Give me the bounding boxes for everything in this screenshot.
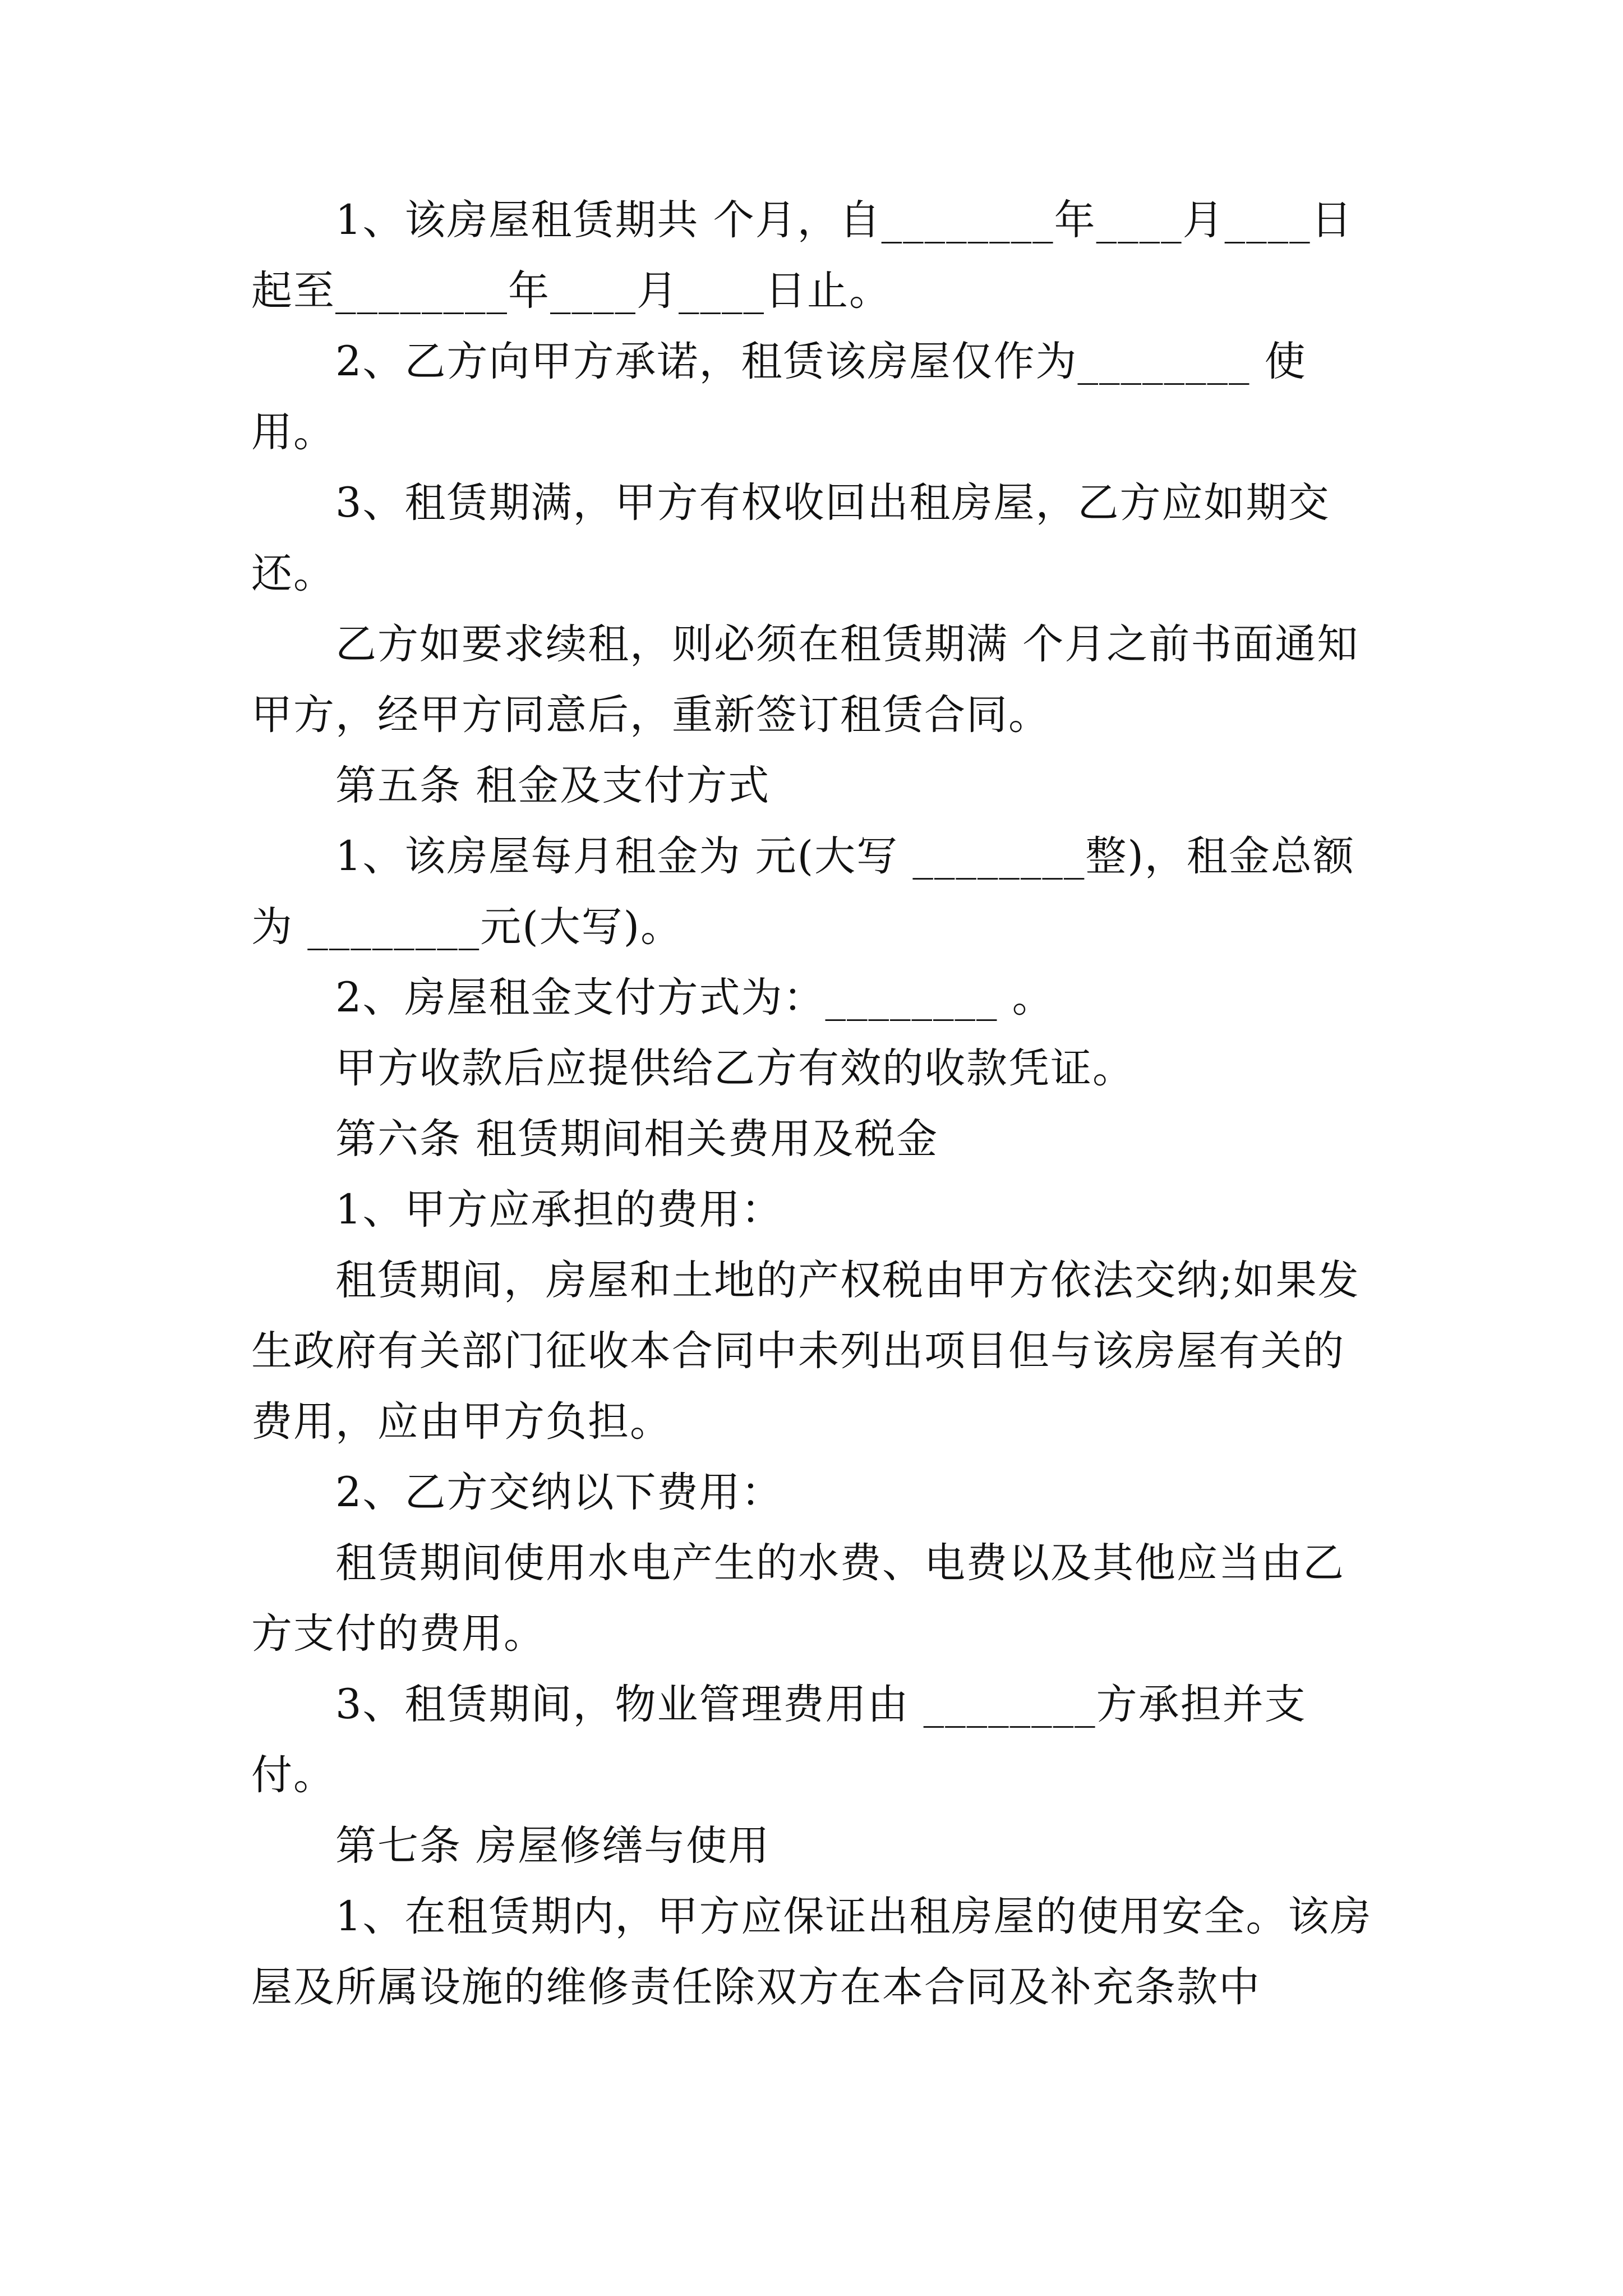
- paragraph-payment-method: 2、房屋租金支付方式为：________ 。: [335, 974, 1054, 1022]
- paragraph-property-tax: 租赁期间，房屋和土地的产权税由甲方依法交纳;如果发生政府有关部门征收本合同中未列出项目但与该房屋有关的费用，应由甲方负担。: [251, 1257, 1360, 1446]
- paragraph-lease-term: 1、该房屋租赁期共 个月，自________年____月____日起至________年____月____日止。: [251, 196, 1353, 315]
- document-body: [251, 185, 1384, 2023]
- paragraph-repair-safety: 1、在租赁期内，甲方应保证出租房屋的使用安全。该房屋及所属设施的维修责任除双方在本合同及补充条款中: [251, 1893, 1372, 2011]
- paragraph-party-a-costs: 1、甲方应承担的费用：: [335, 1186, 783, 1234]
- paragraph-monthly-rent: 1、该房屋每月租金为 元(大写 ________整)，租金总额为 ________元(大写)。: [251, 832, 1355, 951]
- paragraph-utilities: 租赁期间使用水电产生的水费、电费以及其他应当由乙方支付的费用。: [251, 1539, 1345, 1658]
- paragraph-party-b-costs: 2、乙方交纳以下费用：: [335, 1469, 783, 1516]
- paragraph-management-fee: 3、租赁期间，物业管理费用由 ________方承担并支付。: [251, 1681, 1307, 1799]
- heading-article-5: 第五条 租金及支付方式: [335, 762, 771, 809]
- paragraph-lease-expiry: 3、租赁期满，甲方有权收回出租房屋，乙方应如期交还。: [251, 479, 1330, 597]
- heading-article-6: 第六条 租赁期间相关费用及税金: [335, 1115, 939, 1163]
- paragraph-usage-promise: 2、乙方向甲方承诺，租赁该房屋仅作为________ 使用。: [251, 338, 1307, 456]
- paragraph-receipt: 甲方收款后应提供给乙方有效的收款凭证。: [335, 1045, 1135, 1092]
- paragraph-renewal: 乙方如要求续租，则必须在租赁期满 个月之前书面通知甲方，经甲方同意后，重新签订租赁合同。: [251, 620, 1359, 739]
- heading-article-7: 第七条 房屋修缮与使用: [335, 1822, 771, 1870]
